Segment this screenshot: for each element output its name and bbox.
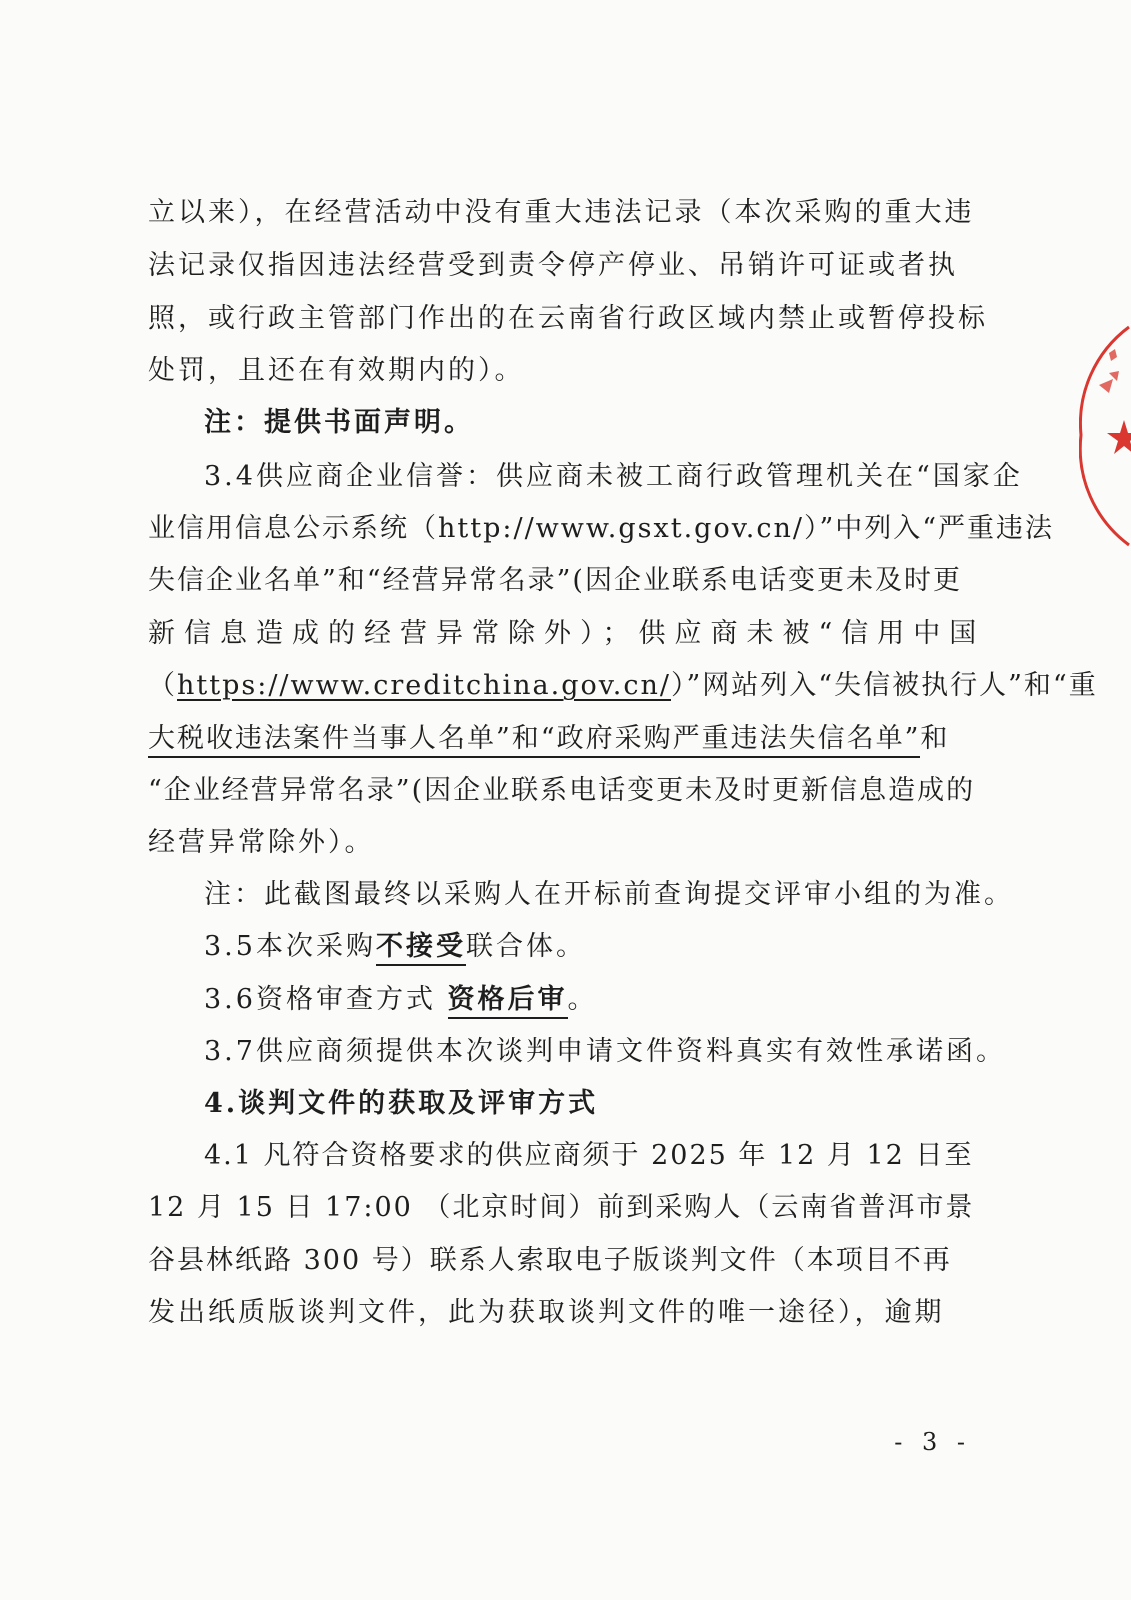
body-line: 新信息造成的经营异常除外）；供应商未被“信用中国 bbox=[148, 618, 986, 649]
body-line: 照，或行政主管部门作出的在云南省行政区域内禁止或暂停投标 bbox=[148, 303, 988, 334]
body-line: 失信企业名单”和“经营异常名录”(因企业联系电话变更未及时更 bbox=[148, 565, 962, 596]
body-line: 3.4供应商企业信誉：供应商未被工商行政管理机关在“国家企 bbox=[204, 461, 1023, 492]
note-line: 注：此截图最终以采购人在开标前查询提交评审小组的为准。 bbox=[204, 879, 1014, 910]
seal-icon bbox=[1079, 325, 1131, 565]
body-line bbox=[204, 930, 586, 964]
body-line: 12 月 15 日 17:00 （北京时间）前到采购人（云南省普洱市景 bbox=[148, 1192, 975, 1223]
body-line bbox=[204, 983, 598, 1017]
page-number: - 3 - bbox=[894, 1428, 971, 1456]
body-line: 业信用信息公示系统（http://www.gsxt.gov.cn/）”中列入“严重违法 bbox=[148, 513, 1055, 544]
note-line: 注：提供书面声明。 bbox=[204, 407, 474, 438]
line-suffix: 联合体。 bbox=[465, 931, 586, 962]
body-line: 立以来），在经营活动中没有重大违法记录（本次采购的重大违 bbox=[148, 197, 975, 228]
body-line bbox=[148, 722, 949, 756]
body-line: 谷县林纸路 300 号）联系人索取电子版谈判文件（本项目不再 bbox=[148, 1245, 952, 1276]
line-prefix: （ bbox=[148, 670, 177, 701]
body-line: 3.7供应商须提供本次谈判申请文件资料真实有效性承诺函。 bbox=[204, 1036, 1006, 1067]
body-line: 法记录仅指因违法经营受到责令停产停业、吊销许可证或者执 bbox=[148, 250, 958, 281]
body-line: 发出纸质版谈判文件，此为获取谈判文件的唯一途径），逾期 bbox=[148, 1297, 945, 1328]
line-suffix: 和 bbox=[920, 723, 950, 754]
emphasis-text: 不接受 bbox=[376, 931, 466, 966]
section-heading: 4.谈判文件的获取及评审方式 bbox=[204, 1088, 599, 1119]
body-line: 处罚，且还在有效期内的）。 bbox=[148, 355, 525, 386]
red-seal-stamp bbox=[1079, 325, 1131, 565]
underlined-text: 大税收违法案件当事人名单”和“政府采购严重违法失信名单” bbox=[148, 723, 920, 758]
body-line: 4.1 凡符合资格要求的供应商须于 2025 年 12 月 12 日至 bbox=[204, 1140, 974, 1171]
line-prefix: 3.5本次采购 bbox=[204, 931, 376, 962]
body-line: 经营异常除外）。 bbox=[148, 827, 375, 858]
body-line bbox=[148, 669, 1098, 703]
creditchina-link[interactable]: https://www.creditchina.gov.cn/ bbox=[177, 670, 671, 701]
body-line: “企业经营异常名录”(因企业联系电话变更未及时更新信息造成的 bbox=[148, 775, 976, 806]
line-prefix: 3.6资格审查方式 bbox=[204, 984, 448, 1015]
line-suffix: 。 bbox=[567, 984, 598, 1015]
line-suffix: ）”网站列入“失信被执行人”和“重 bbox=[671, 670, 1098, 701]
emphasis-text: 资格后审 bbox=[448, 984, 568, 1019]
